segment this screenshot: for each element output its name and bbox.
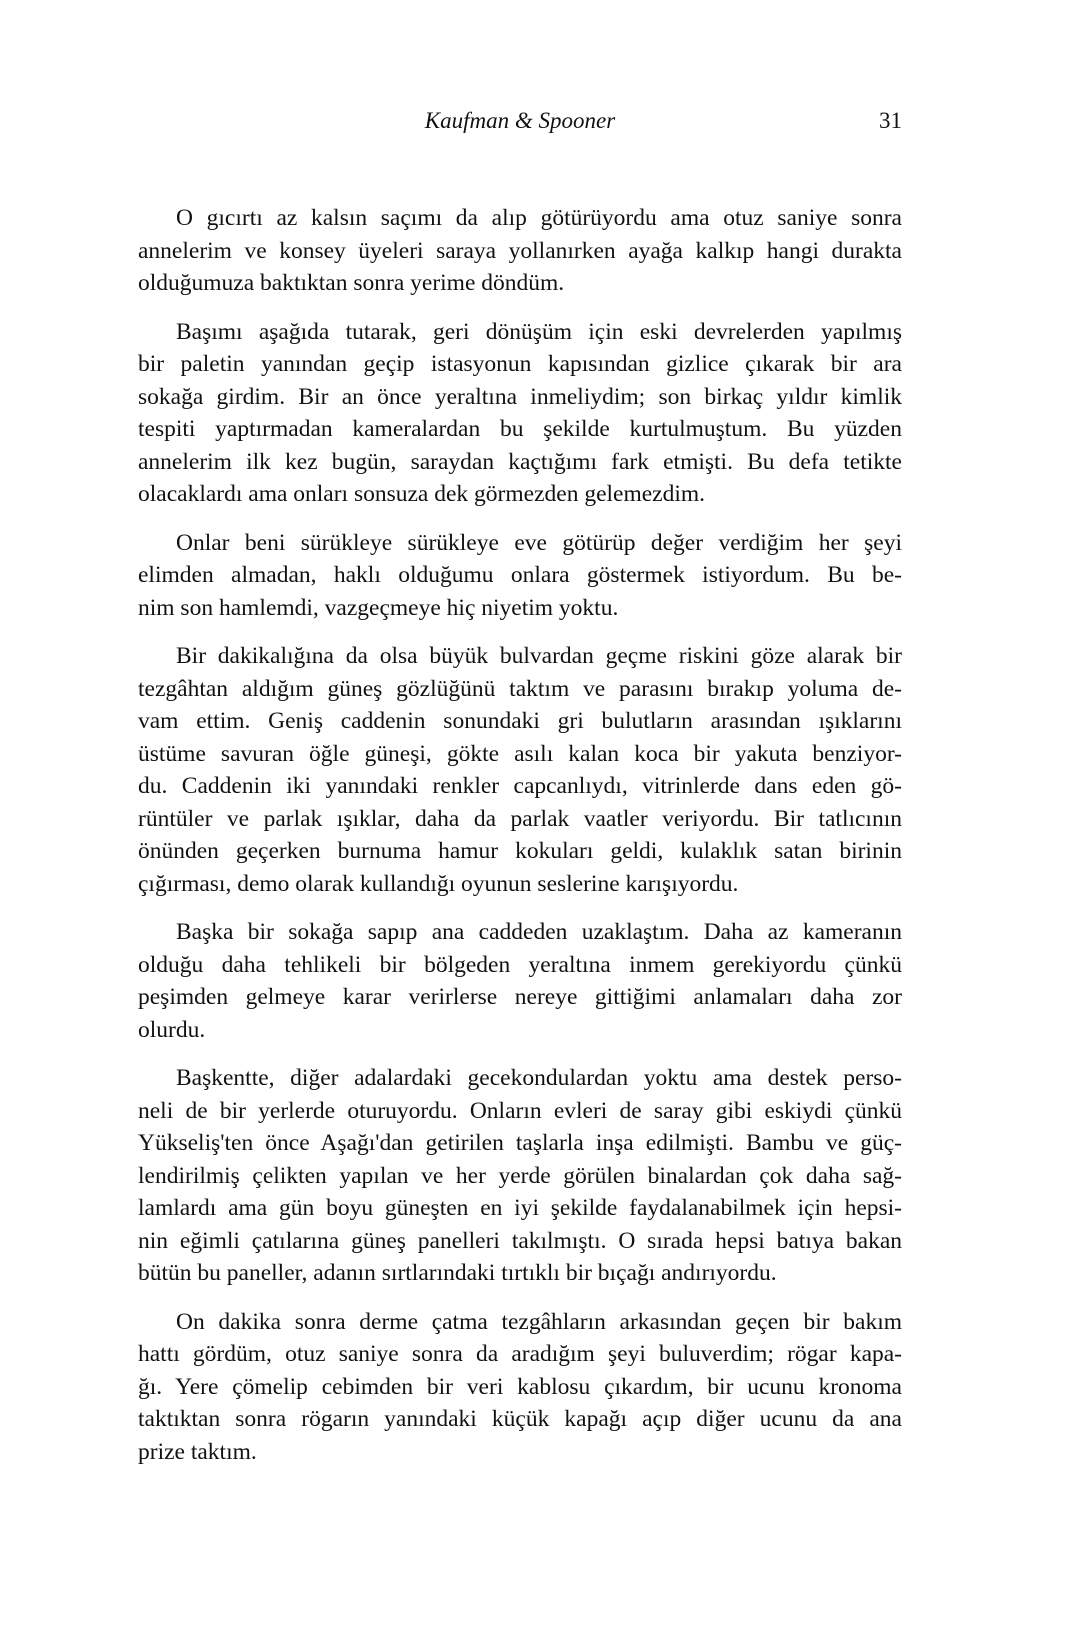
text-line: olduğu daha tehlikeli bir bölgeden yeraltına inmem gerekiyordu çünkü xyxy=(138,951,902,978)
paragraph xyxy=(138,1062,902,1290)
text-line: Başımı aşağıda tutarak, geri dönüşüm için eski devrelerden yapılmış xyxy=(176,318,902,345)
page-body xyxy=(138,202,902,1484)
text-line: lamlardı ama gün boyu güneşten en iyi şekilde faydalanabilmek için hepsi- xyxy=(138,1195,902,1221)
text-line: neli de bir yerlerde oturuyordu. Onların evleri de saray gibi eskiydi çünkü xyxy=(138,1097,902,1124)
text-line: olduğumuza baktıktan sonra yerime döndüm. xyxy=(138,270,565,296)
text-line: Bir dakikalığına da olsa büyük bulvardan geçme riskini göze alarak bir xyxy=(176,643,902,669)
text-line: bir paletin yanından geçip istasyonun kapısından gizlice çıkarak bir ara xyxy=(138,351,902,377)
text-line: vam ettim. Geniş caddenin sonundaki gri bulutların arasından ışıklarını xyxy=(138,708,902,734)
text-line: rüntüler ve parlak ışıklar, daha da parlak vaatler veriyordu. Bir tatlıcının xyxy=(138,805,902,832)
text-line: lendirilmiş çelikten yapılan ve her yerde görülen binalardan çok daha sağ- xyxy=(138,1162,902,1189)
page-header xyxy=(138,108,902,142)
text-line: On dakika sonra derme çatma tezgâhların arkasından geçen bir bakım xyxy=(176,1308,902,1335)
text-line: hattı gördüm, otuz saniye sonra da aradığım şeyi buluverdim; rögar kapa- xyxy=(138,1341,902,1367)
text-line: önünden geçerken burnuma hamur kokuları geldi, kulaklık satan birinin xyxy=(138,838,902,864)
text-line: peşimden gelmeye karar verirlerse nereye gittiğimi anlamaları daha zor xyxy=(138,984,902,1010)
text-line: olurdu. xyxy=(138,1016,206,1043)
text-line: O gıcırtı az kalsın saçımı da alıp götürüyordu ama otuz saniye sonra xyxy=(176,205,902,231)
paragraph xyxy=(138,202,902,300)
paragraph xyxy=(138,916,902,1046)
text-line: sokağa girdim. Bir an önce yeraltına inmeliydim; son birkaç yıldır kimlik xyxy=(138,383,902,410)
paragraph xyxy=(138,527,902,625)
text-line: elimden almadan, haklı olduğumu onlara göstermek istiyordum. Bu be- xyxy=(138,562,902,588)
text-line: tezgâhtan aldığım güneş gözlüğünü taktım ve parasını bırakıp yoluma de- xyxy=(138,675,902,702)
paragraph xyxy=(138,640,902,900)
text-line: Onlar beni sürükleye sürükleye eve götürüp değer verdiğim her şeyi xyxy=(176,529,902,556)
text-line: prize taktım. xyxy=(138,1438,257,1465)
text-line: çığırması, demo olarak kullandığı oyunun seslerine karışıyordu. xyxy=(138,870,739,897)
text-line: du. Caddenin iki yanındaki renkler capcanlıydı, vitrinlerde dans eden gö- xyxy=(138,773,902,799)
text-line: bütün bu paneller, adanın sırtlarındaki tırtıklı bir bıçağı andırıyordu. xyxy=(138,1260,777,1286)
text-line: Yükseliş'ten önce Aşağı'dan getirilen taşlarla inşa edilmişti. Bambu ve güç- xyxy=(138,1130,902,1156)
text-line: Başkentte, diğer adalardaki gecekondulardan yoktu ama destek perso- xyxy=(176,1065,902,1091)
running-title: Kaufman & Spooner xyxy=(424,108,616,133)
text-line: ğı. Yere çömelip cebimden bir veri kablosu çıkardım, bir ucunu kronoma xyxy=(138,1373,902,1400)
text-line: olacaklardı ama onları sonsuza dek görmezden gelemezdim. xyxy=(138,481,706,507)
text-line: Başka bir sokağa sapıp ana caddeden uzaklaştım. Daha az kameranın xyxy=(176,919,902,945)
text-line: üstüme savuran öğle güneşi, gökte asılı kalan koca bir yakuta benziyor- xyxy=(138,740,902,767)
page-number: 31 xyxy=(879,108,902,133)
text-line: nim son hamlemdi, vazgeçmeye hiç niyetim yoktu. xyxy=(138,594,619,621)
paragraph xyxy=(138,316,902,511)
paragraph xyxy=(138,1306,902,1469)
text-line: nin eğimli çatılarına güneş panelleri takılmıştı. O sırada hepsi batıya bakan xyxy=(138,1227,902,1254)
text-line: taktıktan sonra rögarın yanındaki küçük kapağı açıp diğer ucunu da ana xyxy=(138,1406,902,1432)
text-line: tespiti yaptırmadan kameralardan bu şekilde kurtulmuştum. Bu yüzden xyxy=(138,416,902,442)
text-line: annelerim ilk kez bugün, saraydan kaçtığımı fark etmişti. Bu defa tetikte xyxy=(138,448,902,475)
text-line: annelerim ve konsey üyeleri saraya yollanırken ayağa kalkıp hangi durakta xyxy=(138,237,902,264)
